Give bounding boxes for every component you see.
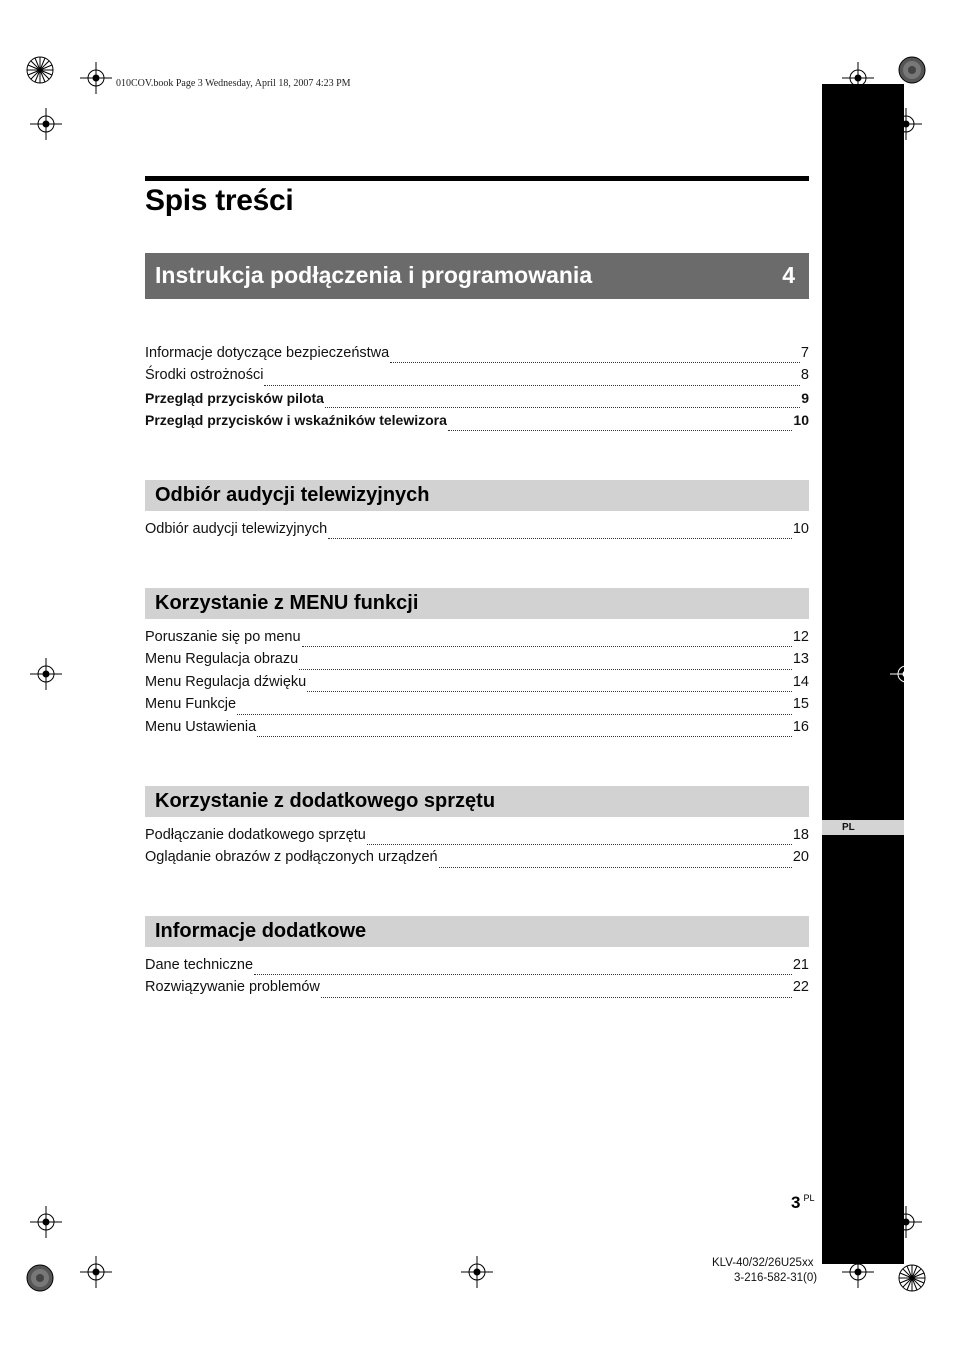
entry-label: Poruszanie się po menu bbox=[145, 629, 301, 645]
registration-mark-icon bbox=[890, 108, 922, 140]
toc-entry[interactable] bbox=[145, 390, 809, 412]
toc-entry[interactable] bbox=[145, 412, 809, 434]
dot-leader bbox=[264, 385, 799, 386]
dot-leader bbox=[367, 844, 792, 845]
section-title: Korzystanie z dodatkowego sprzętu bbox=[155, 790, 496, 812]
entry-label: Dane techniczne bbox=[145, 957, 254, 973]
entry-page: 9 bbox=[801, 389, 809, 406]
section-header bbox=[145, 916, 809, 947]
toc-entry[interactable] bbox=[145, 957, 809, 979]
entry-page: 16 bbox=[792, 718, 809, 735]
registration-mark-icon bbox=[890, 1206, 922, 1238]
toc-section-tv bbox=[145, 480, 809, 543]
entry-label: Menu Funkcje bbox=[145, 696, 237, 713]
toc-section-setup bbox=[145, 253, 809, 435]
print-header: 010COV.book Page 3 Wednesday, April 18, 2007 4:23 PM bbox=[116, 78, 351, 89]
entry-label: Przegląd przycisków i wskaźników telewizora bbox=[145, 412, 447, 429]
entry-list bbox=[145, 521, 809, 543]
registration-mark-icon bbox=[80, 62, 112, 94]
entry-page: 12 bbox=[792, 629, 809, 645]
toc-entry[interactable] bbox=[145, 345, 809, 367]
section-header bbox=[145, 588, 809, 619]
toc-entry[interactable] bbox=[145, 827, 809, 849]
toc-entry[interactable] bbox=[145, 719, 809, 741]
toc-entry[interactable] bbox=[145, 367, 809, 389]
page-title: Spis treści bbox=[145, 184, 294, 217]
section-header bbox=[145, 480, 809, 511]
page-number bbox=[791, 1193, 814, 1213]
page-number-value: 3 bbox=[791, 1193, 801, 1212]
dot-leader bbox=[254, 974, 792, 975]
entry-page: 22 bbox=[792, 979, 809, 996]
entry-label: Przegląd przycisków pilota bbox=[145, 389, 324, 406]
registration-mark-icon bbox=[30, 658, 62, 690]
toc-section-menu bbox=[145, 588, 809, 741]
title-rule bbox=[145, 176, 809, 181]
entry-page: 18 bbox=[792, 827, 809, 843]
dot-leader bbox=[307, 691, 792, 692]
textured-disc-icon bbox=[898, 56, 926, 84]
entry-label: Menu Ustawienia bbox=[145, 718, 257, 735]
dot-leader bbox=[302, 646, 792, 647]
registration-mark-icon bbox=[80, 1256, 112, 1288]
dot-leader bbox=[237, 714, 792, 715]
entry-label: Podłączanie dodatkowego sprzętu bbox=[145, 827, 366, 843]
entry-page: 10 bbox=[792, 521, 809, 537]
side-tab-language: PL bbox=[822, 820, 904, 835]
entry-page: 8 bbox=[800, 367, 809, 384]
toc-entry[interactable] bbox=[145, 674, 809, 696]
textured-disc-icon bbox=[26, 1264, 54, 1292]
entry-label: Środki ostrożności bbox=[145, 367, 264, 384]
dot-leader bbox=[325, 407, 800, 408]
toc-entry[interactable] bbox=[145, 979, 809, 1001]
entry-label: Informacje dotyczące bezpieczeństwa bbox=[145, 345, 390, 361]
section-header bbox=[145, 253, 809, 299]
toc-section-equipment bbox=[145, 786, 809, 872]
entry-page: 15 bbox=[792, 696, 809, 713]
entry-page: 7 bbox=[800, 345, 809, 361]
dot-leader bbox=[321, 997, 792, 998]
toc-entry[interactable] bbox=[145, 629, 809, 651]
entry-page: 10 bbox=[793, 412, 809, 429]
page-number-suffix: PL bbox=[803, 1193, 815, 1203]
entry-list bbox=[145, 629, 809, 741]
dot-leader bbox=[299, 669, 792, 670]
entry-page: 21 bbox=[792, 957, 809, 973]
starburst-mark-icon bbox=[898, 1264, 926, 1292]
dot-leader bbox=[448, 430, 793, 431]
toc-entry[interactable] bbox=[145, 849, 809, 871]
entry-page: 13 bbox=[792, 651, 809, 668]
section-title: Korzystanie z MENU funkcji bbox=[155, 592, 419, 614]
entry-list bbox=[145, 827, 809, 872]
entry-label: Odbiór audycji telewizyjnych bbox=[145, 521, 328, 537]
registration-mark-icon bbox=[461, 1256, 493, 1288]
section-page: 4 bbox=[782, 262, 795, 288]
registration-mark-icon bbox=[890, 658, 922, 690]
model-info bbox=[712, 1256, 817, 1286]
entry-list bbox=[145, 957, 809, 1002]
dot-leader bbox=[257, 736, 792, 737]
entry-label: Rozwiązywanie problemów bbox=[145, 979, 320, 996]
entry-page: 20 bbox=[792, 849, 809, 866]
dot-leader bbox=[439, 867, 792, 868]
toc-entry[interactable] bbox=[145, 521, 809, 543]
model-code: 3-216-582-31(0) bbox=[734, 1272, 818, 1284]
toc-section-additional bbox=[145, 916, 809, 1002]
entry-list bbox=[145, 345, 809, 435]
entry-label: Menu Regulacja obrazu bbox=[145, 651, 299, 668]
registration-mark-icon bbox=[842, 1256, 874, 1288]
section-header bbox=[145, 786, 809, 817]
dot-leader bbox=[390, 362, 800, 363]
section-title: Odbiór audycji telewizyjnych bbox=[155, 484, 430, 506]
registration-mark-icon bbox=[842, 62, 874, 94]
entry-label: Menu Regulacja dźwięku bbox=[145, 673, 307, 690]
toc-entry[interactable] bbox=[145, 651, 809, 673]
section-title: Instrukcja podłączenia i programowania bbox=[155, 262, 593, 288]
starburst-mark-icon bbox=[26, 56, 54, 84]
toc-entry[interactable] bbox=[145, 696, 809, 718]
registration-mark-icon bbox=[30, 1206, 62, 1238]
registration-mark-icon bbox=[30, 108, 62, 140]
model-name: KLV-40/32/26U25xx bbox=[712, 1257, 814, 1269]
entry-page: 14 bbox=[792, 673, 809, 690]
section-title: Informacje dodatkowe bbox=[155, 920, 367, 942]
entry-label: Oglądanie obrazów z podłączonych urządzeń bbox=[145, 849, 438, 866]
dot-leader bbox=[328, 538, 792, 539]
